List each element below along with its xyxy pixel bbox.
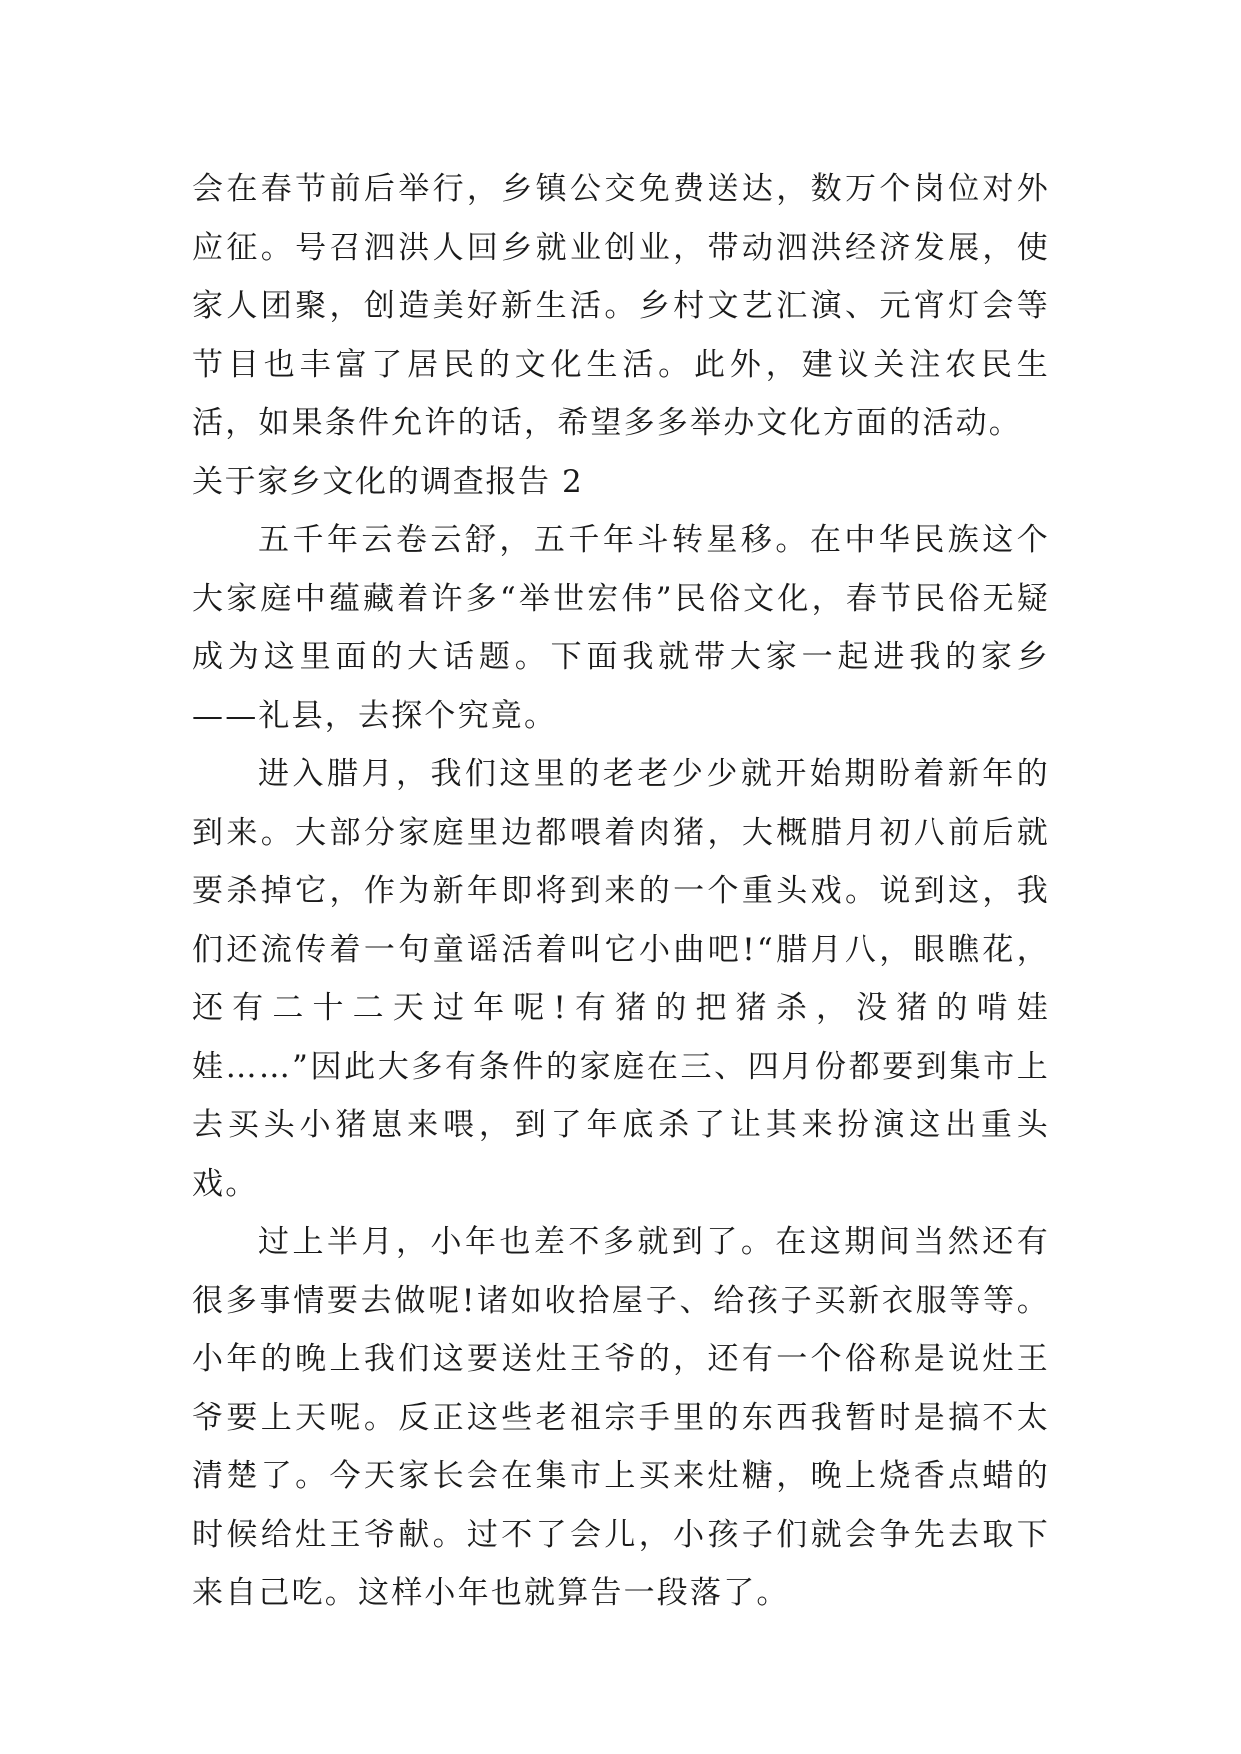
section-heading: 关于家乡文化的调查报告 2: [192, 463, 584, 500]
paragraph: 过上半月，小年也差不多就到了。在这期间当然还有很多事情要去做呢!诸如收拾屋子、给孩子买新衣服等等。小年的晚上我们这要送灶王爷的，还有一个俗称是说灶王爷要上天呢。反正这些老祖宗手里的东西我暂时是搞不太清楚了。今天家长会在集市上买来灶糖，晚上烧香点蜡的时候给灶王爷献。过不了会儿，小孩子们就会争先去取下来自己吃。这样小年也就算告一段落了。: [192, 1224, 1050, 1611]
paragraph: 五千年云卷云舒，五千年斗转星移。在中华民族这个大家庭中蕴藏着许多“举世宏伟”民俗文化，春节民俗无疑成为这里面的大话题。下面我就带大家一起进我的家乡——礼县，去探个究竟。: [192, 522, 1050, 734]
paragraph-continuation: 会在春节前后举行，乡镇公交免费送达，数万个岗位对外应征。号召泗洪人回乡就业创业，带动泗洪经济发展，使家人团聚，创造美好新生活。乡村文艺汇演、元宵灯会等节目也丰富了居民的文化生活。此外，建议关注农民生活，如果条件允许的话，希望多多举办文化方面的活动。: [192, 171, 1050, 441]
paragraph: 进入腊月，我们这里的老老少少就开始期盼着新年的到来。大部分家庭里边都喂着肉猪，大概腊月初八前后就要杀掉它，作为新年即将到来的一个重头戏。说到这，我们还流传着一句童谣活着叫它小曲吧!“腊月八，眼瞧花，还有二十二天过年呢!有猪的把猪杀，没猪的啃娃娃……”因此大多有条件的家庭在三、四月份都要到集市上去买头小猪崽来喂，到了年底杀了让其来扮演这出重头戏。: [192, 756, 1050, 1202]
document-body: [192, 160, 1050, 1623]
